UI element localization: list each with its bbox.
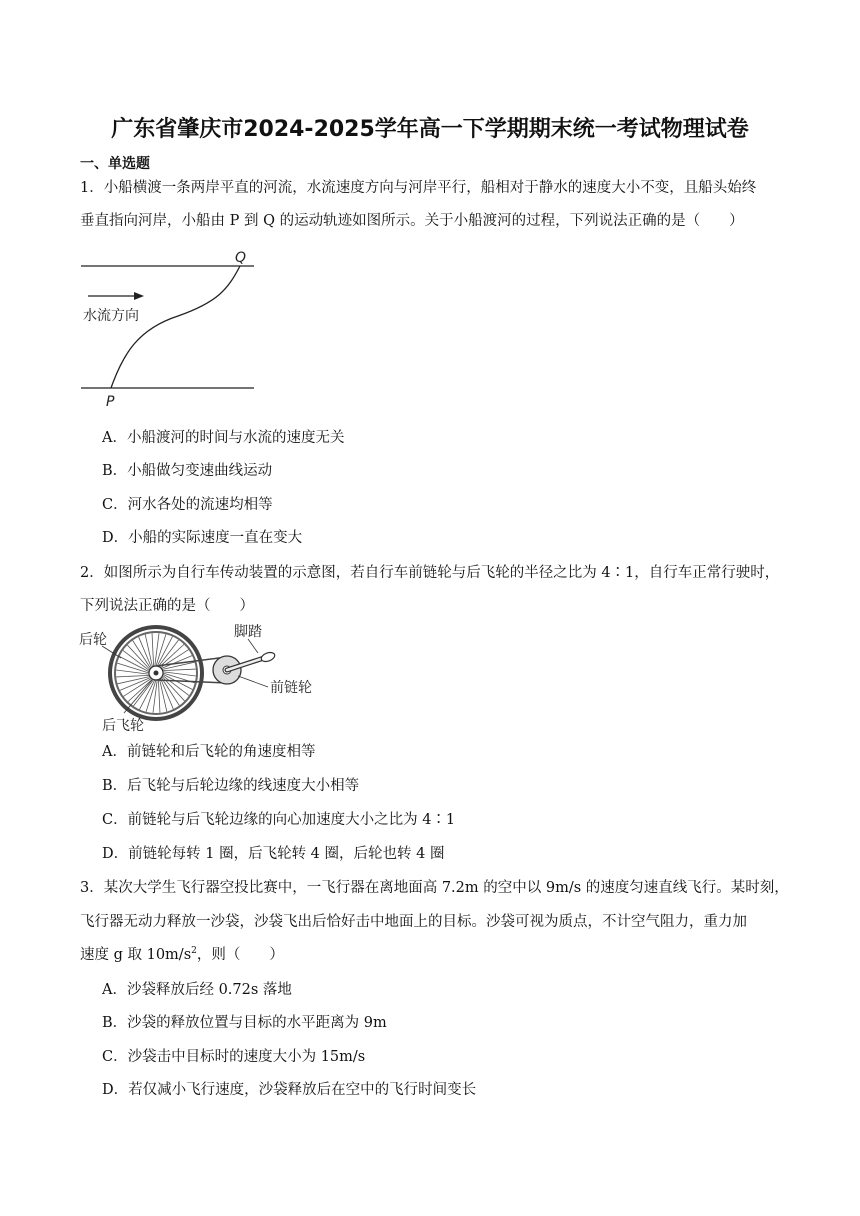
q1-label-q: Q: [235, 250, 247, 266]
q2-label-pedal: 脚踏: [234, 624, 262, 640]
q1-river-figure: [78, 244, 258, 410]
wheel-spoke: [116, 670, 149, 674]
section-heading: 一、单选题: [80, 156, 150, 172]
q1-option-a: A．小船渡河的时间与水流的速度无关: [102, 430, 345, 446]
q2-label-front-sprocket: 前链轮: [270, 680, 312, 696]
q1-label-p: P: [106, 394, 115, 410]
wheel-spoke: [152, 633, 154, 666]
q1-option-d: D．小船的实际速度一直在变大: [102, 530, 303, 546]
q1-option-b: B．小船做匀变速曲线运动: [102, 463, 273, 479]
wheel-spoke: [116, 675, 149, 677]
wheel-spoke: [127, 645, 150, 669]
q2-label-rear-sprocket: 后飞轮: [102, 718, 144, 734]
wheel-spoke: [128, 679, 152, 702]
q2-option-b: B．后飞轮与后轮边缘的线速度大小相等: [102, 778, 360, 794]
q3-stem-line3-end: ，则（ ）: [196, 947, 284, 963]
wheel-spoke: [163, 669, 196, 671]
q3-stem-line3-text: 速度 g 取 10m/s: [80, 947, 192, 963]
q3-superscript: 2: [191, 946, 197, 956]
q2-option-a: A．前链轮和后飞轮的角速度相等: [102, 744, 316, 760]
q1-label-flow: 水流方向: [83, 308, 139, 324]
q3-option-a: A．沙袋释放后经 0.72s 落地: [102, 982, 292, 998]
q2-stem-line1: 2．如图所示为自行车传动装置的示意图，若自行车前链轮与后飞轮的半径之比为 4∶1，自行车正常行驶时，: [80, 565, 780, 581]
wheel-spoke: [155, 633, 159, 666]
wheel-spoke: [158, 680, 160, 713]
q3-option-c: C．沙袋击中目标时的速度大小为 15m/s: [102, 1049, 366, 1065]
q3-option-b: B．沙袋的释放位置与目标的水平距离为 9m: [102, 1015, 387, 1031]
wheel-spoke: [117, 663, 149, 673]
q3-stem-line1: 3．某次大学生飞行器空投比赛中，一飞行器在离地面高 7.2m 的空中以 9m/s 的速度匀速直线飞行。某时刻，: [80, 880, 789, 896]
exam-title: 广东省肇庆市2024-2025学年高一下学期期末统一考试物理试卷: [111, 117, 749, 142]
q1-stem-line2: 垂直指向河岸，小船由 P 到 Q 的运动轨迹如图所示。关于小船渡河的过程，下列说法正确的是（ ）: [80, 213, 744, 229]
q2-stem-line2: 下列说法正确的是（ ）: [80, 598, 254, 614]
wheel-spoke: [153, 680, 157, 713]
q3-stem-line2: 飞行器无动力释放一沙袋，沙袋飞出后恰好击中地面上的目标。沙袋可视为质点，不计空气阻力，重力加: [80, 914, 747, 930]
q1-option-c: C．河水各处的流速均相等: [102, 497, 273, 513]
q1-stem-line1: 1．小船横渡一条两岸平直的河流，水流速度方向与河岸平行，船相对于静水的速度大小不变，且船头始终: [80, 180, 757, 196]
q3-option-d: D．若仅减小飞行速度，沙袋释放后在空中的飞行时间变长: [102, 1082, 477, 1098]
wheel-spoke: [156, 634, 166, 666]
q3-stem-line3: [80, 945, 780, 965]
q2-bicycle-figure: [76, 620, 326, 736]
q2-option-d: D．前链轮每转 1 圈，后飞轮转 4 圈，后轮也转 4 圈: [102, 846, 445, 862]
q2-label-rear-wheel: 后轮: [79, 632, 107, 648]
wheel-spoke: [163, 672, 196, 676]
q2-option-c: C．前链轮与后飞轮边缘的向心加速度大小之比为 4∶1: [102, 812, 456, 828]
